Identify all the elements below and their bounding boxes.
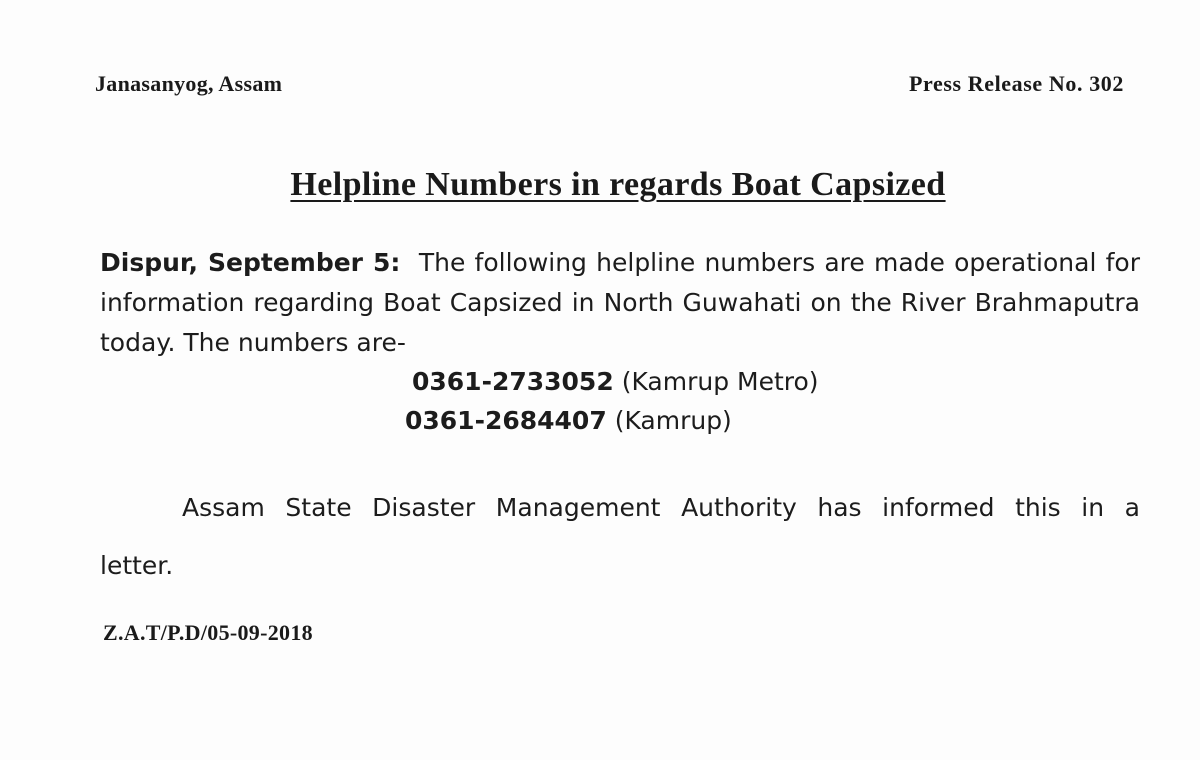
helpline-number: 0361-2684407 — [405, 406, 607, 435]
intro-text: The following helpline numbers are made operational for information regarding Boat Capsized in North Guwahati on the River Brahmaputra today. The numbers are- — [100, 248, 1140, 357]
helpline-item — [405, 403, 732, 439]
press-release-number: Press Release No. 302 — [908, 71, 1124, 96]
intro-paragraph — [100, 243, 1140, 363]
helpline-number: 0361-2733052 — [412, 367, 614, 396]
issuing-office: Janasanyog, Assam — [95, 71, 283, 96]
helpline-district: (Kamrup Metro) — [621, 367, 819, 396]
helpline-district: (Kamrup) — [614, 406, 732, 435]
document-title: Helpline Numbers in regards Boat Capsized — [290, 166, 946, 203]
dateline: Dispur, September 5: — [100, 248, 401, 277]
reference-code: Z.A.T/P.D/05-09-2018 — [103, 620, 313, 645]
closing-paragraph: Assam State Disaster Management Authority has informed this in a letter. — [100, 493, 1140, 580]
helpline-item — [412, 364, 819, 400]
